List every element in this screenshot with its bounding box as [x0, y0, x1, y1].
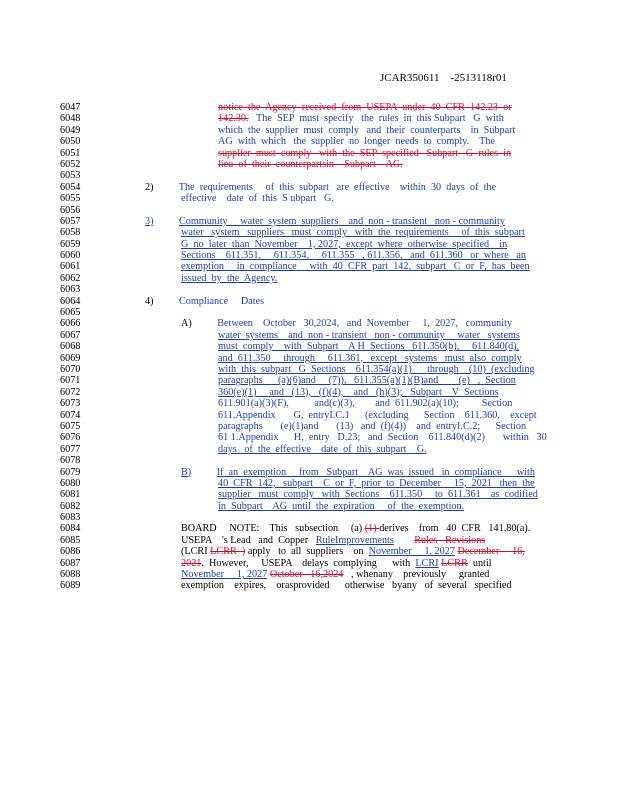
document-line — [0, 410, 618, 421]
line-number: 6055 — [60, 193, 81, 205]
inserted-text: RuleImprovements — [315, 534, 394, 546]
line-number: 6077 — [60, 443, 81, 455]
inserted-text: LCRI — [415, 557, 439, 569]
document-line — [0, 261, 618, 272]
line-number: 6088 — [60, 569, 81, 581]
inserted-text: 3) — [145, 215, 154, 227]
line-number: 6068 — [60, 341, 81, 353]
line-text — [218, 330, 520, 341]
line-number: 6076 — [60, 432, 81, 444]
document-line — [0, 387, 618, 398]
line-number: 6064 — [60, 295, 81, 307]
line-number: 6051 — [60, 147, 81, 159]
body-text: AG with which the supplier no longer needs to comply. The — [218, 136, 495, 148]
document-line — [0, 182, 618, 193]
line-number: 6061 — [60, 261, 81, 273]
line-text — [218, 398, 512, 409]
inserted-text: paragraphs (a)(6)and (7)), 611.355(a)(1)(B)and (e) , Section — [218, 375, 516, 387]
line-text — [181, 523, 530, 534]
document-line — [0, 227, 618, 238]
line-text — [218, 489, 538, 500]
line-number: 6047 — [60, 102, 81, 113]
body-text: Between October 30,2024, and November 1, 2027, community — [191, 318, 513, 330]
line-text — [181, 467, 535, 478]
line-number: 6087 — [60, 557, 81, 569]
line-text — [218, 364, 535, 375]
line-text — [181, 546, 525, 557]
line-number: 6053 — [60, 170, 81, 182]
document-body — [0, 102, 618, 592]
document-line — [0, 580, 618, 591]
line-number: 6054 — [60, 181, 81, 193]
deleted-text: (1) — [364, 523, 380, 535]
line-number: 6056 — [60, 204, 81, 216]
body-text: BOARD NOTE: This subsection (a) — [181, 523, 365, 535]
line-number: 6083 — [60, 512, 81, 524]
document-line — [0, 478, 618, 489]
document-line — [0, 353, 618, 364]
body-text — [191, 467, 216, 478]
document-line — [0, 125, 618, 136]
body-text: 4) — [145, 295, 154, 307]
line-number: 6089 — [60, 580, 81, 592]
document-line — [0, 432, 618, 443]
body-text: USEPA 's Lead and Copper — [181, 534, 316, 546]
inserted-text: issued by the Agency. — [181, 272, 278, 284]
line-text — [181, 535, 485, 546]
line-text — [181, 569, 489, 580]
document-line — [0, 398, 618, 409]
deleted-text: December 16, — [457, 546, 525, 558]
deleted-text: lieu of their counterpartsin Subpart AG. — [218, 158, 403, 170]
line-text — [145, 182, 496, 193]
body-text: apply to all suppliers on — [245, 546, 369, 558]
line-text — [145, 216, 505, 227]
document-line — [0, 148, 618, 159]
line-number: 6066 — [60, 318, 81, 330]
document-line — [0, 273, 618, 284]
line-number: 6071 — [60, 375, 81, 387]
line-text — [181, 239, 507, 250]
inserted-text: supplier must comply with Sections 611.350 to 611.361 as codified — [218, 489, 538, 501]
line-text — [218, 159, 403, 170]
document-line — [0, 489, 618, 500]
document-line — [0, 341, 618, 352]
body-text: The SEP must specify the rules in this Subpart G with — [248, 113, 504, 125]
body-text: A) — [181, 318, 192, 330]
body-text: , whenany previously granted — [343, 569, 490, 581]
document-line — [0, 136, 618, 147]
document-line — [0, 455, 618, 466]
document-line — [0, 205, 618, 216]
inserted-text: and 611.350 through 611.361, except systems must also comply — [218, 352, 522, 364]
body-text: 2) — [145, 181, 154, 193]
inserted-text: exemption in compliance with 40 CFR part 142, subpart C or F, has been — [181, 261, 530, 273]
line-number: 6059 — [60, 238, 81, 250]
line-text — [218, 148, 511, 159]
document-line — [0, 330, 618, 341]
inserted-text: November 1, 2027 — [181, 569, 268, 581]
document-line — [0, 296, 618, 307]
deleted-text: notice the Agency received from USEPA under 40 CFR 142.23 or — [218, 102, 512, 113]
line-text — [218, 136, 495, 147]
deleted-text: LCRR ) — [210, 546, 246, 558]
inserted-text: days of the effective date of this subpart G. — [218, 443, 427, 455]
line-number: 6058 — [60, 227, 81, 239]
inserted-text: water systems and non - transient non - community water systems — [218, 329, 520, 341]
line-number: 6063 — [60, 284, 81, 296]
inserted-text: 40 CFR 142, subpart C or F, prior to December 15, 2021 then the — [218, 477, 535, 489]
body-text: . However, USEPA delays complying with — [201, 557, 416, 569]
document-line — [0, 159, 618, 170]
inserted-text: with this subpart G Sections 611.354(a)(1) through (10) (excluding — [218, 363, 535, 375]
inserted-text: Community water system suppliers and non - transient non - community — [178, 215, 505, 227]
document-line — [0, 501, 618, 512]
line-text — [218, 501, 464, 512]
line-text — [181, 193, 334, 204]
body-text: (LCRI — [181, 546, 211, 558]
line-number: 6062 — [60, 272, 81, 284]
inserted-text: must comply with Subpart A H Sections 611.350(b), 611.840(d), — [218, 341, 520, 353]
line-text — [145, 296, 264, 307]
line-text — [181, 580, 511, 591]
line-number: 6049 — [60, 124, 81, 136]
line-number: 6060 — [60, 250, 81, 262]
line-number: 6073 — [60, 398, 81, 410]
line-text — [218, 102, 512, 113]
line-text — [181, 227, 525, 238]
line-number: 6078 — [60, 455, 81, 467]
document-line — [0, 102, 618, 113]
document-line — [0, 170, 618, 181]
document-header: JCAR350611 -2513118r01 — [380, 72, 507, 84]
line-text — [218, 375, 516, 386]
line-number: 6080 — [60, 477, 81, 489]
line-number: 6075 — [60, 420, 81, 432]
document-line — [0, 467, 618, 478]
document-line — [0, 216, 618, 227]
line-text — [181, 558, 492, 569]
body-text: paragraphs (e)(1)and (13) and (f)(4)) and entryI.C.2; Section — [218, 420, 527, 432]
body-text: exemption expires, orasprovided otherwise byany of several specified — [181, 580, 512, 592]
line-number: 6074 — [60, 409, 81, 421]
inserted-text: Sections 611.351, 611.354, 611.355 , 611.356, and 611.360 or where an — [181, 250, 527, 262]
body-text: 611.Appendix G, entryI.C.1 (excluding Section 611.360, except — [218, 409, 537, 421]
document-line — [0, 444, 618, 455]
inserted-text: If an exemption from Subpart AG was issued in compliance with — [216, 466, 535, 478]
document-line — [0, 375, 618, 386]
document-line — [0, 512, 618, 523]
document-line — [0, 523, 618, 534]
document-line — [0, 239, 618, 250]
deleted-text: 2021 — [181, 557, 202, 569]
line-number: 6069 — [60, 352, 81, 364]
document-line — [0, 535, 618, 546]
line-number: 6079 — [60, 466, 81, 478]
line-text — [218, 478, 535, 489]
line-text — [218, 125, 515, 136]
line-number: 6085 — [60, 534, 81, 546]
document-line — [0, 318, 618, 329]
line-text — [218, 341, 519, 352]
body-text — [394, 535, 414, 546]
line-number: 6070 — [60, 363, 81, 375]
inserted-text: water system suppliers must comply with the requirements of this subpart — [181, 227, 525, 239]
line-number: 6086 — [60, 546, 81, 558]
document-line — [0, 558, 618, 569]
line-number: 6048 — [60, 113, 81, 125]
body-text: 61 1.Appendix H, entry D.23; and Section 611.840(d)(2) within 30 — [218, 432, 547, 444]
inserted-text: November 1, 2027 — [368, 546, 455, 558]
line-text — [218, 353, 522, 364]
line-text — [218, 410, 537, 421]
line-text — [218, 432, 547, 443]
line-number: 6050 — [60, 136, 81, 148]
body-text: The requirements of this subpart are effective within 30 days of the — [153, 181, 497, 193]
line-text — [181, 273, 277, 284]
line-number: 6072 — [60, 386, 81, 398]
document-line — [0, 546, 618, 557]
body-text: until — [467, 557, 492, 569]
document-line — [0, 421, 618, 432]
deleted-text: supplier must comply with the SEP specified Subpart G rules in — [218, 147, 512, 159]
line-text — [218, 421, 526, 432]
deleted-text: LCRR — [441, 557, 468, 569]
line-number: 6052 — [60, 158, 81, 170]
line-number: 6065 — [60, 307, 81, 319]
line-text — [218, 444, 427, 455]
body-text: 611.901(a)(3)(F), and(c)(3), and 611.902(a)(10); Section — [218, 398, 513, 410]
line-text — [218, 113, 504, 124]
line-text — [181, 261, 530, 272]
document-line — [0, 250, 618, 261]
inserted-text: B) — [181, 466, 192, 478]
line-text — [181, 250, 526, 261]
body-text: which the supplier must comply and their counterparts in Subpart — [218, 124, 516, 136]
body-text: effective date of this S ubpart G. — [181, 193, 334, 205]
document-line — [0, 307, 618, 318]
document-line — [0, 569, 618, 580]
body-text: Compliance Dates — [153, 295, 265, 307]
line-number: 6082 — [60, 500, 81, 512]
body-text — [154, 216, 179, 227]
deleted-text: 142.30. — [218, 113, 249, 125]
document-line — [0, 193, 618, 204]
inserted-text: G no later than November 1, 2027, except where otherwise specified in — [181, 238, 508, 250]
line-number: 6067 — [60, 329, 81, 341]
line-number: 6084 — [60, 523, 81, 535]
document-line — [0, 364, 618, 375]
deleted-text: October 16,2024 — [269, 569, 344, 581]
inserted-text: in Subpart AG until the expiration of the exemption. — [218, 500, 465, 512]
document-line — [0, 284, 618, 295]
inserted-text: 360(e)(1) and (13), (f)(4), and (h)(3); Subpart V Sections — [218, 386, 499, 398]
deleted-text: Rules Revisions — [414, 534, 486, 546]
document-line — [0, 113, 618, 124]
line-number: 6081 — [60, 489, 81, 501]
body-text: derives from 40 CFR 141.80(a). — [379, 523, 531, 535]
line-text — [218, 387, 499, 398]
line-text — [181, 318, 512, 329]
line-number: 6057 — [60, 215, 81, 227]
